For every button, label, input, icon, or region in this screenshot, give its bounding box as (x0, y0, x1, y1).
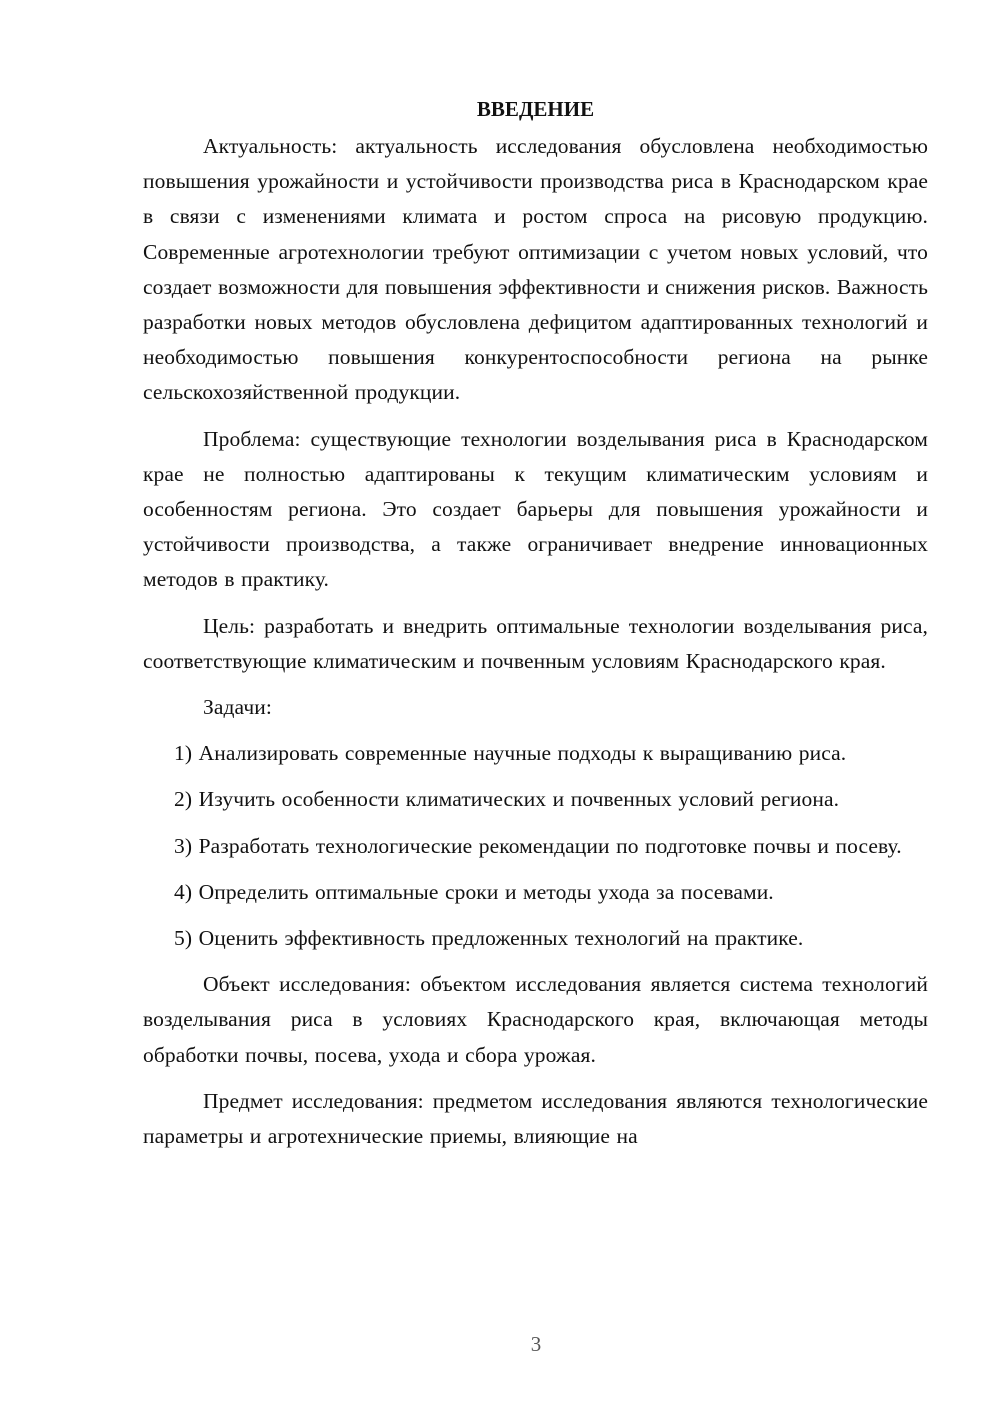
paragraph-goal: Цель: разработать и внедрить оптимальные технологии возделывания риса, соответствующие климатическим и почвенным условиям Краснодарского края. (143, 613, 928, 673)
list-item: 3) Разработать технологические рекомендации по подготовке почвы и посеву. (174, 833, 902, 858)
page-number: 3 (530, 1332, 542, 1356)
paragraph-object: Объект исследования: объектом исследования является система технологий возделывания риса в условиях Краснодарского края, включающая методы обработки почвы, посева, ухода и сбора урожая. (143, 972, 928, 1067)
tasks-list (143, 736, 928, 956)
list-item: 5) Оценить эффективность предложенных технологий на практике. (174, 926, 804, 951)
paragraph-problem: Проблема: существующие технологии возделывания риса в Краснодарском крае не полностью адаптированы к текущим климатическим условиям и особенностям региона. Это создает барьеры для повышения урожайности и устойчивости производства, а также ограничивает внедрение инновационных методов в практику. (143, 426, 928, 592)
list-item: 2) Изучить особенности климатических и почвенных условий региона. (174, 787, 840, 812)
paragraph-relevance: Актуальность: актуальность исследования обусловлена необходимостью повышения урожайности и устойчивости производства риса в Краснодарском крае в связи с изменениями климата и ростом спроса на рисовую продукцию. Современные агротехнологии требуют оптимизации с учетом новых условий, что создает возможности для повышения эффективности и снижения рисков. Важность разработки новых методов обусловлена дефицитом адаптированных технологий и необходимостью повышения конкурентоспособности региона на рынке сельскохозяйственной продукции. (143, 134, 928, 405)
paragraph-subject: Предмет исследования: предметом исследования являются технологические параметры и агротехнические приемы, влияющие на (143, 1088, 928, 1149)
document-page (143, 92, 928, 1165)
list-item: 1) Анализировать современные научные подходы к выращиванию риса. (174, 741, 847, 766)
paragraph-tasks-label: Задачи: (203, 695, 272, 720)
list-item: 4) Определить оптимальные сроки и методы ухода за посевами. (174, 879, 774, 904)
page-title: ВВЕДЕНИЕ (476, 97, 595, 121)
